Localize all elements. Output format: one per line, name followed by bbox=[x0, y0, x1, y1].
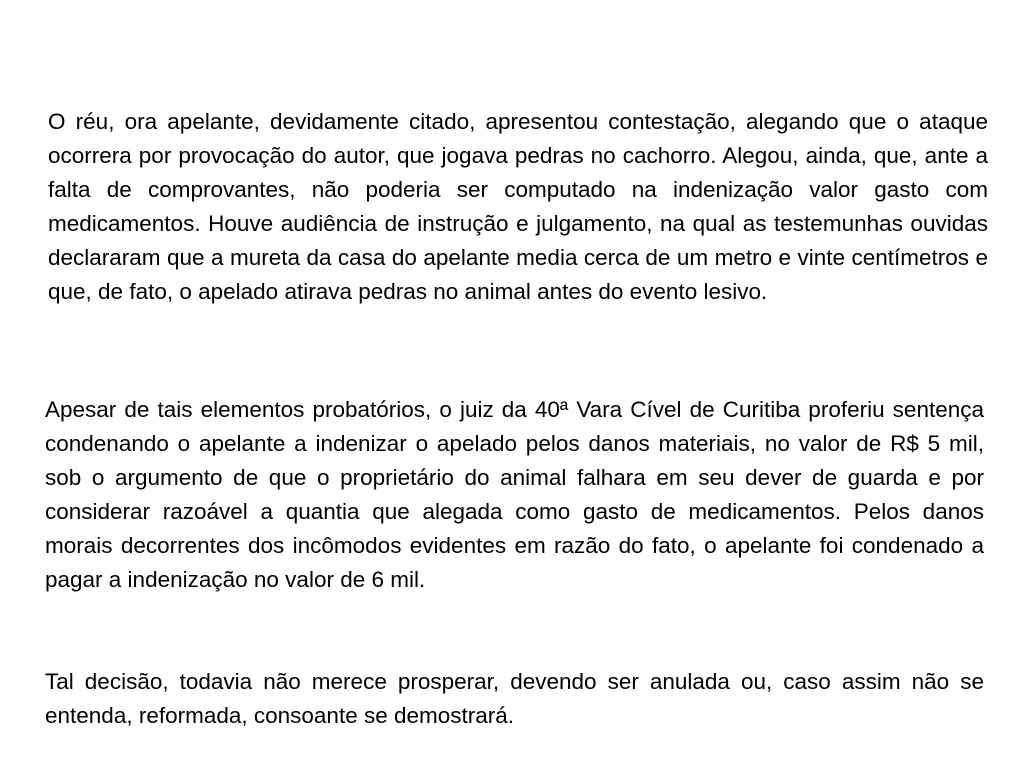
paragraph-conclusao: Tal decisão, todavia não merece prosperar, devendo ser anulada ou, caso assim não se entenda, reformada, consoante se demostrará. bbox=[45, 669, 984, 728]
paragraph-contestacao: O réu, ora apelante, devidamente citado, apresentou contestação, alegando que o ataque ocorrera por provocação do autor, que jogava pedras no cachorro. Alegou, ainda, que, ante a falta de comprovantes, não poderia ser computado na indenização valor gasto com medicamentos. Houve audiência de instrução e julgamento, na qual as testemunhas ouvidas declararam que a mureta da casa do apelante media cerca de um metro e vinte centímetros e que, de fato, o apelado atirava pedras no animal antes do evento lesivo. bbox=[48, 109, 988, 304]
paragraph-sentenca: Apesar de tais elementos probatórios, o juiz da 40ª Vara Cível de Curitiba proferiu sentença condenando o apelante a indenizar o apelado pelos danos materiais, no valor de R$ 5 mil, sob o argumento de que o proprietário do animal falhara em seu dever de guarda e por considerar razoável a quantia que alegada como gasto de medicamentos. Pelos danos morais decorrentes dos incômodos evidentes em razão do fato, o apelante foi condenado a pagar a indenização no valor de 6 mil. bbox=[45, 397, 984, 592]
